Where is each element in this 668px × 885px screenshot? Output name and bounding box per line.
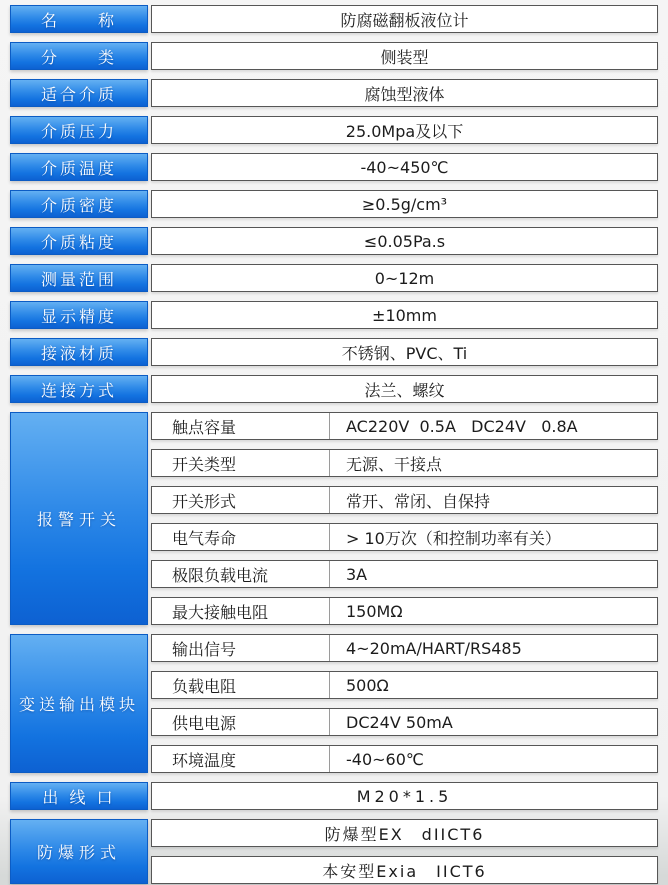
row-category bbox=[10, 42, 658, 70]
row-medium-viscosity-label: 介质粘度 bbox=[10, 227, 148, 255]
row-wetted-material-value: 不锈钢、PVC、Ti bbox=[151, 338, 658, 366]
row-category-value: 侧装型 bbox=[151, 42, 658, 70]
row-suitable-medium-value: 腐蚀型液体 bbox=[151, 79, 658, 107]
subrow-output-signal-value: 4~20mA/HART/RS485 bbox=[346, 638, 522, 658]
row-cable-entry-value: M20*1.5 bbox=[151, 782, 658, 810]
subrow-switch-form bbox=[151, 486, 658, 514]
row-medium-pressure-label: 介质压力 bbox=[10, 116, 148, 144]
row-connection-type bbox=[10, 375, 658, 403]
row-measuring-range-value: 0~12m bbox=[151, 264, 658, 292]
subrow-electrical-life bbox=[151, 523, 658, 551]
subrow-max-contact-resistance bbox=[151, 597, 658, 625]
subrow-power-supply-label: 供电电源 bbox=[152, 709, 330, 735]
subrow-flameproof-type bbox=[151, 819, 658, 847]
subrow-switch-type-value: 无源、干接点 bbox=[346, 454, 443, 474]
subrow-contact-capacity bbox=[151, 412, 658, 440]
subrow-electrical-life-label: 电气寿命 bbox=[152, 524, 330, 550]
row-medium-temperature-value: -40~450℃ bbox=[151, 153, 658, 181]
subrow-load-resistance-label: 负载电阻 bbox=[152, 672, 330, 698]
subrow-max-load-current-value: 3A bbox=[346, 564, 368, 584]
row-category-label: 分 类 bbox=[10, 42, 148, 70]
row-medium-viscosity bbox=[10, 227, 658, 255]
subrow-max-contact-resistance-label: 最大接触电阻 bbox=[152, 598, 330, 624]
subrow-ambient-temperature-value: -40~60℃ bbox=[346, 749, 424, 769]
row-measuring-range-label: 测量范围 bbox=[10, 264, 148, 292]
spec-table bbox=[10, 5, 658, 885]
alarm-switch-rows bbox=[151, 412, 658, 625]
row-medium-temperature bbox=[10, 153, 658, 181]
subrow-flameproof-type-value: 防爆型EX dIICT6 bbox=[324, 824, 485, 844]
subrow-ambient-temperature bbox=[151, 745, 658, 773]
row-medium-density-value: ≥0.5g/cm³ bbox=[151, 190, 658, 218]
explosion-proof-rows bbox=[151, 819, 658, 884]
subrow-switch-type-label: 开关类型 bbox=[152, 450, 330, 476]
subrow-max-contact-resistance-value: 150MΩ bbox=[346, 601, 403, 621]
explosion-proof-group bbox=[10, 819, 658, 884]
subrow-switch-form-value: 常开、常闭、自保持 bbox=[346, 491, 491, 511]
subrow-electrical-life-value: > 10万次（和控制功率有关） bbox=[346, 528, 561, 548]
row-display-accuracy bbox=[10, 301, 658, 329]
row-name bbox=[10, 5, 658, 33]
row-name-label: 名 称 bbox=[10, 5, 148, 33]
subrow-max-load-current bbox=[151, 560, 658, 588]
row-display-accuracy-label: 显示精度 bbox=[10, 301, 148, 329]
row-display-accuracy-value: ±10mm bbox=[151, 301, 658, 329]
subrow-power-supply bbox=[151, 708, 658, 736]
subrow-switch-form-label: 开关形式 bbox=[152, 487, 330, 513]
row-medium-pressure-value: 25.0Mpa及以下 bbox=[151, 116, 658, 144]
row-cable-entry bbox=[10, 782, 658, 810]
subrow-load-resistance-value: 500Ω bbox=[346, 675, 389, 695]
row-suitable-medium-label: 适合介质 bbox=[10, 79, 148, 107]
row-suitable-medium bbox=[10, 79, 658, 107]
row-measuring-range bbox=[10, 264, 658, 292]
row-medium-density-label: 介质密度 bbox=[10, 190, 148, 218]
subrow-ambient-temperature-label: 环境温度 bbox=[152, 746, 330, 772]
alarm-switch-group bbox=[10, 412, 658, 625]
subrow-power-supply-value: DC24V 50mA bbox=[346, 712, 453, 732]
row-connection-type-value: 法兰、螺纹 bbox=[151, 375, 658, 403]
explosion-proof-group-label: 防爆形式 bbox=[10, 819, 148, 884]
row-medium-pressure bbox=[10, 116, 658, 144]
subrow-intrinsically-safe-type-value: 本安型Exia IICT6 bbox=[322, 861, 487, 881]
subrow-output-signal-label: 输出信号 bbox=[152, 635, 330, 661]
subrow-switch-type bbox=[151, 449, 658, 477]
transmitter-output-rows bbox=[151, 634, 658, 773]
row-medium-temperature-label: 介质温度 bbox=[10, 153, 148, 181]
row-wetted-material bbox=[10, 338, 658, 366]
subrow-output-signal bbox=[151, 634, 658, 662]
transmitter-output-group bbox=[10, 634, 658, 773]
row-cable-entry-label: 出 线 口 bbox=[10, 782, 148, 810]
subrow-max-load-current-label: 极限负载电流 bbox=[152, 561, 330, 587]
alarm-switch-group-label: 报警开关 bbox=[10, 412, 148, 625]
row-name-value: 防腐磁翻板液位计 bbox=[151, 5, 658, 33]
subrow-contact-capacity-label: 触点容量 bbox=[152, 413, 330, 439]
subrow-contact-capacity-value: AC220V 0.5A DC24V 0.8A bbox=[346, 416, 578, 436]
transmitter-output-group-label: 变送输出模块 bbox=[10, 634, 148, 773]
row-wetted-material-label: 接液材质 bbox=[10, 338, 148, 366]
subrow-load-resistance bbox=[151, 671, 658, 699]
row-connection-type-label: 连接方式 bbox=[10, 375, 148, 403]
row-medium-viscosity-value: ≤0.05Pa.s bbox=[151, 227, 658, 255]
row-medium-density bbox=[10, 190, 658, 218]
subrow-intrinsically-safe-type bbox=[151, 856, 658, 884]
